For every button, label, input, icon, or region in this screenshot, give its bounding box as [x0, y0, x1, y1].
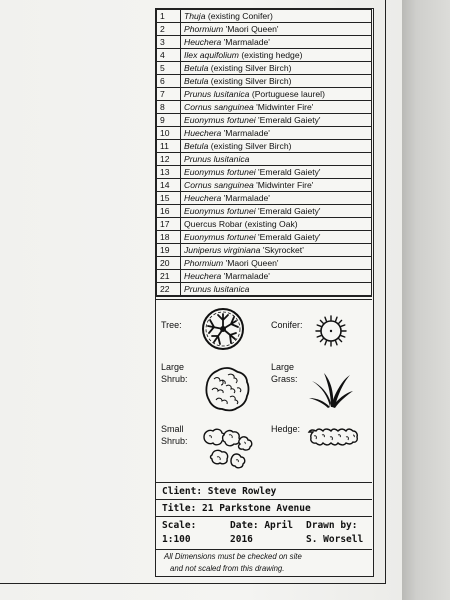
botanical-name: Prunus lusitanica: [184, 284, 250, 294]
plant-note: 'Marmalade': [221, 128, 270, 138]
schedule-plant-name: [181, 101, 372, 114]
schedule-row: [157, 244, 372, 257]
small-shrub-symbol-icon: [200, 425, 262, 475]
plant-note: 'Marmalade': [221, 193, 270, 203]
botanical-name: Heuchera: [184, 271, 222, 281]
schedule-row: [157, 114, 372, 127]
legend-conifer-label: Conifer:: [271, 320, 303, 330]
schedule-plant-name: [181, 127, 372, 140]
botanical-name: Betula: [184, 141, 209, 151]
schedule-plant-name: [181, 205, 372, 218]
schedule-number: 2: [157, 23, 181, 36]
schedule-row: [157, 257, 372, 270]
note-row-divider: [156, 549, 372, 550]
plant-note: 'Maori Queen': [223, 258, 279, 268]
schedule-row: [157, 36, 372, 49]
legend-large-grass-label-2: Grass:: [271, 374, 298, 384]
schedule-number: 3: [157, 36, 181, 49]
conifer-symbol-icon: [314, 314, 348, 348]
plant-note: (Portuguese laurel): [249, 89, 325, 99]
client-text: Client: Steve Rowley: [162, 486, 277, 497]
legend-large-shrub-label-1: Large: [161, 362, 185, 372]
schedule-plant-name: [181, 114, 372, 127]
plant-note: 'Marmalade': [221, 37, 270, 47]
botanical-name: Phormium: [184, 24, 224, 34]
schedule-number: 19: [157, 244, 181, 257]
planting-schedule: [156, 9, 372, 296]
hedge-symbol-icon: [306, 427, 360, 447]
botanical-name: Euonymus fortunei: [184, 206, 256, 216]
schedule-plant-name: [181, 257, 372, 270]
schedule-row: [157, 270, 372, 283]
botanical-name: Heuchera: [184, 193, 222, 203]
schedule-row: [157, 192, 372, 205]
large-grass-symbol-icon: [308, 371, 354, 409]
schedule-number: 12: [157, 153, 181, 166]
schedule-row: [157, 205, 372, 218]
large-shrub-symbol-icon: [202, 364, 252, 414]
botanical-name: Thuja: [184, 11, 206, 21]
schedule-plant-name: [181, 36, 372, 49]
botanical-name: Cornus sanguinea: [184, 180, 254, 190]
schedule-plant-name: [181, 283, 372, 296]
schedule-row: [157, 153, 372, 166]
schedule-plant-name: [181, 49, 372, 62]
schedule-row: [157, 10, 372, 23]
schedule-number: 22: [157, 283, 181, 296]
plant-note: (existing hedge): [238, 50, 303, 60]
legend-small-shrub-label-1: Small: [161, 424, 184, 434]
plant-note: Quercus Robar (existing Oak): [184, 219, 298, 229]
plant-note: (existing Silver Birch): [208, 63, 292, 73]
schedule-row: [157, 231, 372, 244]
drawn-by-label: Drawn by:: [306, 520, 358, 531]
plant-note: 'Emerald Gaiety': [255, 232, 321, 242]
date-label: Date: April: [230, 520, 293, 531]
schedule-number: 13: [157, 166, 181, 179]
plant-note: 'Emerald Gaiety': [255, 167, 321, 177]
botanical-name: Euonymus fortunei: [184, 167, 256, 177]
schedule-row: [157, 179, 372, 192]
botanical-name: Huechera: [184, 128, 222, 138]
botanical-name: Phormium: [184, 258, 224, 268]
botanical-name: Heuchera: [184, 37, 222, 47]
project-title-text: Title: 21 Parkstone Avenue: [162, 503, 311, 514]
legend-tree-label: Tree:: [161, 320, 182, 330]
schedule-plant-name: [181, 75, 372, 88]
schedule-row: [157, 218, 372, 231]
botanical-name: Prunus lusitanica: [184, 154, 250, 164]
title-block: [155, 8, 374, 577]
plant-note: 'Marmalade': [221, 271, 270, 281]
botanical-name: Cornus sanguinea: [184, 102, 254, 112]
schedule-row: [157, 75, 372, 88]
title-row-divider: [156, 499, 372, 500]
schedule-row: [157, 283, 372, 296]
schedule-number: 11: [157, 140, 181, 153]
schedule-number: 21: [157, 270, 181, 283]
schedule-plant-name: [181, 166, 372, 179]
dimensions-note-line-1: All Dimensions must be checked on site: [164, 552, 302, 561]
plant-note: 'Emerald Gaiety': [255, 206, 321, 216]
botanical-name: Betula: [184, 76, 209, 86]
legend-small-shrub-label-2: Shrub:: [161, 436, 188, 446]
scale-value: 1:100: [162, 534, 191, 545]
schedule-row: [157, 88, 372, 101]
client-row-divider: [156, 482, 372, 483]
schedule-plant-name: [181, 231, 372, 244]
schedule-plant-name: [181, 140, 372, 153]
schedule-plant-name: [181, 23, 372, 36]
schedule-number: 14: [157, 179, 181, 192]
plant-note: (existing Silver Birch): [208, 76, 292, 86]
plant-note: 'Midwinter Fire': [253, 102, 314, 112]
plant-note: 'Skyrocket': [260, 245, 304, 255]
schedule-row: [157, 127, 372, 140]
schedule-row: [157, 23, 372, 36]
schedule-plant-name: [181, 10, 372, 23]
schedule-plant-name: [181, 62, 372, 75]
drawn-by-value: S. Worsell: [306, 534, 364, 545]
dimensions-note-line-2: and not scaled from this drawing.: [170, 564, 285, 573]
botanical-name: Euonymus fortunei: [184, 115, 256, 125]
schedule-number: 5: [157, 62, 181, 75]
schedule-number: 1: [157, 10, 181, 23]
schedule-plant-name: [181, 244, 372, 257]
schedule-plant-name: [181, 153, 372, 166]
schedule-number: 20: [157, 257, 181, 270]
scale-label: Scale:: [162, 520, 197, 531]
schedule-number: 7: [157, 88, 181, 101]
schedule-plant-name: [181, 88, 372, 101]
schedule-number: 17: [157, 218, 181, 231]
legend-divider: [156, 296, 372, 300]
schedule-number: 9: [157, 114, 181, 127]
tree-symbol-icon: [200, 306, 246, 352]
botanical-name: Ilex aquifolium: [184, 50, 239, 60]
legend-large-shrub-label-2: Shrub:: [161, 374, 188, 384]
schedule-number: 16: [157, 205, 181, 218]
botanical-name: Prunus lusitanica: [184, 89, 250, 99]
schedule-row: [157, 101, 372, 114]
schedule-row: [157, 49, 372, 62]
botanical-name: Juniperus virginiana: [184, 245, 261, 255]
botanical-name: Euonymus fortunei: [184, 232, 256, 242]
plant-note: 'Emerald Gaiety': [255, 115, 321, 125]
schedule-plant-name: [181, 192, 372, 205]
plant-note: (existing Silver Birch): [208, 141, 292, 151]
schedule-number: 10: [157, 127, 181, 140]
legend-hedge-label: Hedge:: [271, 424, 301, 434]
schedule-plant-name: [181, 218, 372, 231]
schedule-number: 8: [157, 101, 181, 114]
schedule-row: [157, 166, 372, 179]
schedule-number: 6: [157, 75, 181, 88]
date-value: 2016: [230, 534, 253, 545]
details-row-divider: [156, 516, 372, 517]
plant-note: 'Maori Queen': [223, 24, 279, 34]
schedule-number: 15: [157, 192, 181, 205]
sheet-shadow: [402, 0, 450, 600]
schedule-plant-name: [181, 179, 372, 192]
plant-note: (existing Conifer): [205, 11, 273, 21]
schedule-number: 18: [157, 231, 181, 244]
schedule-row: [157, 140, 372, 153]
schedule-number: 4: [157, 49, 181, 62]
botanical-name: Betula: [184, 63, 209, 73]
plant-note: 'Midwinter Fire': [253, 180, 314, 190]
schedule-plant-name: [181, 270, 372, 283]
legend-large-grass-label-1: Large: [271, 362, 295, 372]
schedule-row: [157, 62, 372, 75]
